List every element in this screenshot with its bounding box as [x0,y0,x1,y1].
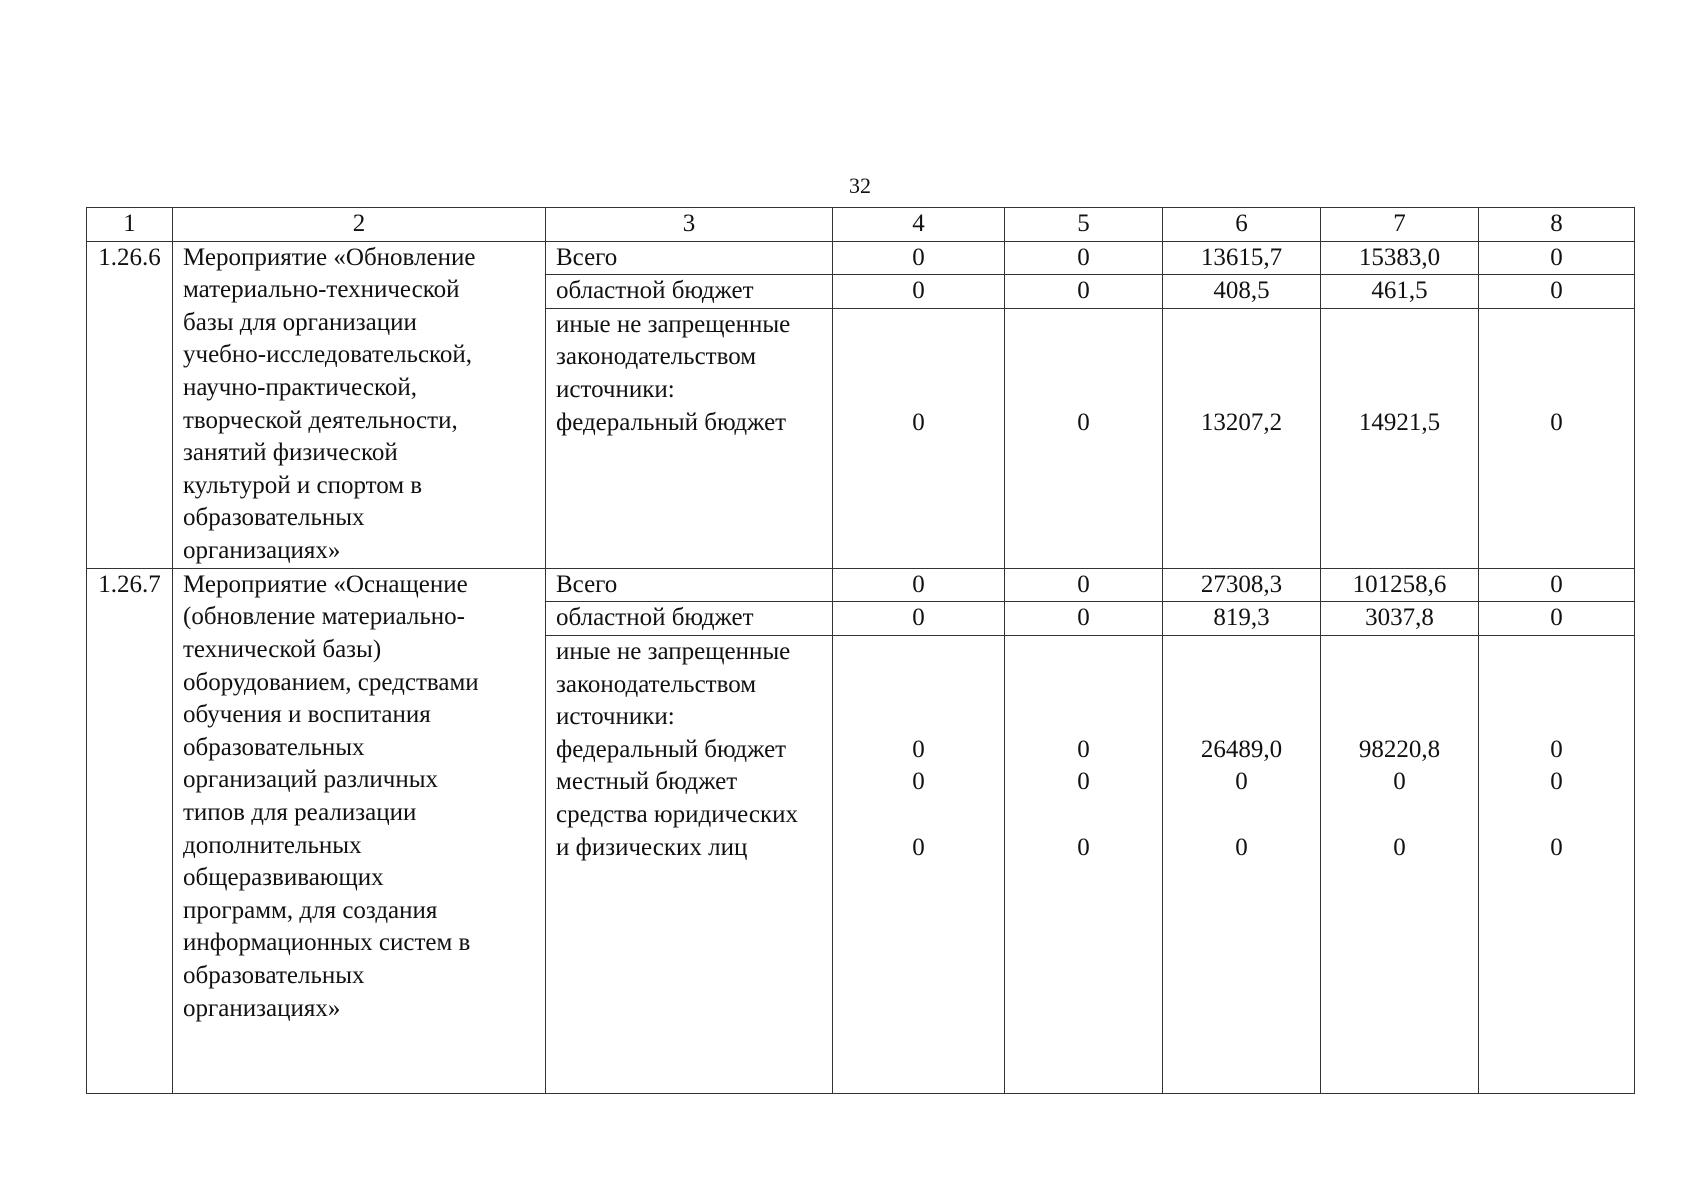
column-number: 2 [173,208,546,242]
value-cell [1005,635,1163,1093]
column-number: 1 [87,208,173,242]
funding-source: Всего [546,568,833,602]
funding-source: областной бюджет [546,275,833,309]
table-row [87,568,1635,602]
value: 0 [912,833,925,861]
value-cell: 408,5 [1163,275,1321,309]
value-cell [1163,635,1321,1093]
value: 0 [1393,833,1406,861]
column-number: 6 [1163,208,1321,242]
item-title: Мероприятие «Обновление материально-технической базы для организации учебно-исследовательской, научно-практической, творческой деятельности, занятий физической культурой и спортом в образовательных организациях» [173,241,546,568]
value: 0 [1393,768,1406,796]
value: 0 [1550,833,1563,861]
funding-source-header: иные не запрещенные законодательством источники: [556,310,791,403]
value-cell: 0 [1005,275,1163,309]
value-cell: 27308,3 [1163,568,1321,602]
value: 0 [912,768,925,796]
column-number: 3 [546,208,833,242]
value: 98220,8 [1358,735,1441,763]
column-number: 4 [833,208,1005,242]
funding-source: федеральный бюджет [556,735,787,763]
value: 0 [1077,408,1090,436]
value: 0 [912,735,925,763]
value-cell: 15383,0 [1321,241,1479,275]
funding-source-header: иные не запрещенные законодательством источники: [556,637,791,731]
item-title: Мероприятие «Оснащение (обновление материально- технической базы) оборудованием, средствами обучения и воспитания образовательных организаций различных типов для реализации дополнительных общеразвивающих программ, для создания информационных систем в образовательных организациях» [173,568,546,1093]
value-cell: 0 [833,602,1005,636]
value-cell: 461,5 [1321,275,1479,309]
value: 13207,2 [1200,408,1283,436]
value-cell: 0 [833,241,1005,275]
funding-source: местный бюджет [556,768,738,796]
value-cell: 0 [1479,568,1635,602]
column-number-row [87,208,1635,242]
value: 0 [1077,735,1090,763]
value-cell [1479,308,1635,568]
value: 0 [1077,833,1090,861]
value: 0 [1077,768,1090,796]
value: 0 [1235,833,1248,861]
value-cell: 0 [1479,275,1635,309]
value-cell [1321,635,1479,1093]
funding-source-group [546,635,833,1093]
value: 0 [1235,768,1248,796]
value: 26489,0 [1200,735,1283,763]
value-cell: 0 [1005,241,1163,275]
item-index: 1.26.6 [87,241,173,568]
value-cell: 3037,8 [1321,602,1479,636]
value: 14921,5 [1358,408,1441,436]
value-cell [833,308,1005,568]
column-number: 8 [1479,208,1635,242]
value-cell: 0 [833,568,1005,602]
value-cell: 819,3 [1163,602,1321,636]
funding-source: областной бюджет [546,602,833,636]
value-cell: 101258,6 [1321,568,1479,602]
value-cell: 0 [1005,602,1163,636]
value-cell [833,635,1005,1093]
value: 0 [1550,408,1563,436]
value-cell [1163,308,1321,568]
column-number: 5 [1005,208,1163,242]
table-row [87,241,1635,275]
value-cell [1479,635,1635,1093]
funding-source: средства юридических и физических лиц [556,800,798,861]
value-cell: 0 [1479,602,1635,636]
value-cell: 0 [1005,568,1163,602]
value-cell: 0 [833,275,1005,309]
value-cell: 13615,7 [1163,241,1321,275]
funding-source: Всего [546,241,833,275]
value: 0 [1550,768,1563,796]
value-cell [1005,308,1163,568]
column-number: 7 [1321,208,1479,242]
value: 0 [912,408,925,436]
value: 0 [1550,735,1563,763]
page-number: 32 [849,173,871,198]
value-cell [1321,308,1479,568]
value-cell: 0 [1479,241,1635,275]
funding-source: федеральный бюджет [556,408,787,436]
item-index: 1.26.7 [87,568,173,1093]
funding-source-group [546,308,833,568]
financing-table [86,207,1635,1094]
